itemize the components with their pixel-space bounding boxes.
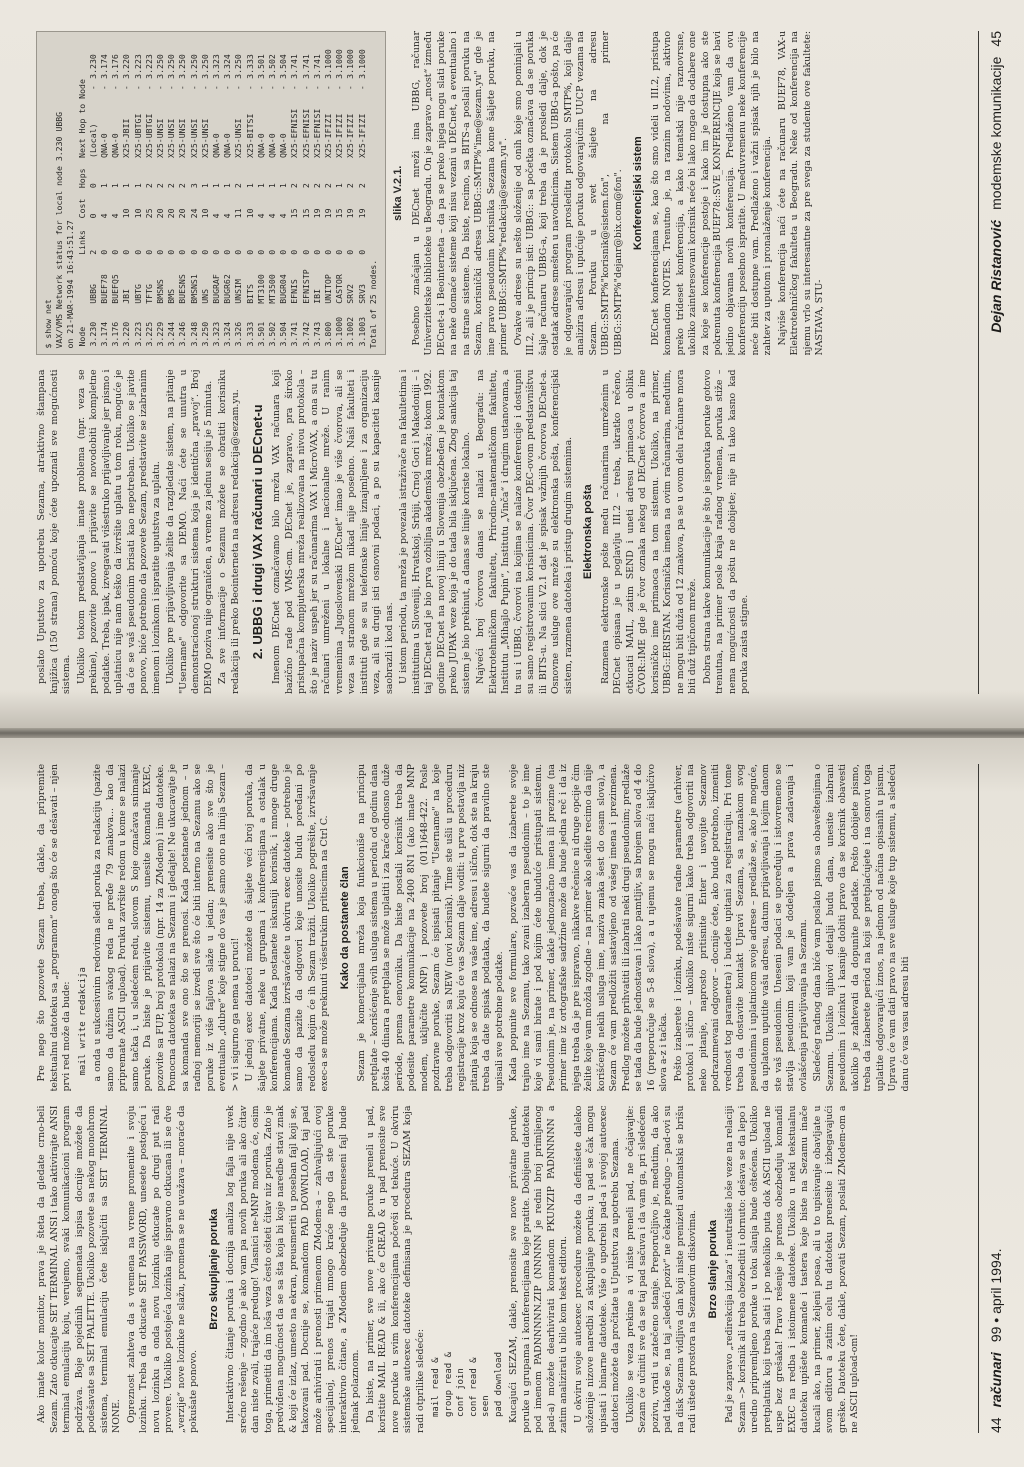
node-cell: - [289, 85, 300, 91]
node-cell: 0 [255, 249, 266, 255]
right-column-2 [36, 31, 966, 356]
node-cell: 4 [110, 213, 121, 219]
node-cell: BITS [244, 284, 255, 304]
node-cell: 0 [267, 249, 278, 255]
node-cell: X25-UNSI [188, 118, 199, 158]
node-cell: 3.504 [278, 321, 289, 347]
node-cell: 3.501 [255, 54, 266, 79]
code-line: pad download [493, 1351, 504, 1417]
node-cell: - [87, 85, 98, 91]
node-cell: 3.246 [177, 321, 188, 347]
console-footer: Total of 25 nodes. [367, 259, 378, 349]
node-cell: X25-IFIZI [334, 113, 345, 158]
node-cell: 3.225 [143, 321, 154, 347]
node-cell: 0 [87, 183, 98, 189]
chapter-heading: 2. UBBG i drugi VAX računari u DECnet-u [250, 404, 265, 660]
code-line: conf read & [468, 1357, 479, 1417]
node-cell: QNA-0 [99, 133, 110, 158]
node-cell: - [233, 85, 244, 91]
left-column-1 [36, 1106, 966, 1434]
node-cell: UBTG [132, 284, 143, 304]
node-cell: 20 [155, 208, 166, 219]
code-line: conf join [456, 1368, 466, 1417]
node-cell: X25-UNSI [233, 118, 244, 158]
section-heading: Kako da postanete član [338, 866, 351, 990]
paragraph: Najviše konferencija naći ćete na računaru BUEF78, VAX-u Elektrotehničkog fakulteta u Beogradu. Neke od konferencija na njemu vrlo su interesantne za pre svega za studente ove fakultete: NASTAVA, STU- [776, 31, 826, 356]
node-row [155, 38, 166, 349]
node-cell: 3.502 [267, 54, 278, 79]
node-cell: 2 [356, 183, 367, 189]
node-cell: 3.741 [289, 54, 300, 79]
node-row [233, 38, 244, 349]
node-cell: UNSIM [233, 279, 244, 304]
node-cell: UNS [199, 288, 210, 304]
node-cell: 1 [334, 183, 345, 189]
paragraph: U jednoj exec datoteci možete da šaljete veći broj poruka, da šaljete privatne, neke u grupama i konferencijama a ostalak u konferencijama. Kada postanete iskusniji korisnik, i mnoge druge komande Sezama izvršavaćete u okviru exec datoteke – potrebno je samo da pazite da odgovori koje unosite budu poređani po redosledu kojim će ih Sezam tražiti. Ukoliko pogrešite, izvršavanje exec-a se može prekinuti višestrukim pritiscima na Ctrl C. [244, 764, 330, 1092]
node-cell: 0 [155, 249, 166, 255]
node-cell: 0 [356, 249, 367, 255]
magazine-name: računari [988, 1352, 1004, 1408]
node-cell: 2 [345, 183, 356, 189]
node-cell: 2 [166, 183, 177, 189]
node-cell: 0 [188, 249, 199, 255]
node-cell: X25-IFIZI [323, 113, 334, 158]
paragraph: Da biste, na primer, sve nove privatne poruke preneli u pad, koristite MAIL READ & ili, ako će CREAD & u pad prenosite sve nove poruke u svim konferencijama počevši od tekuće. U okviru sistemske autoexec datoteke definisana je procedura SEZAM koja radi otprilike sledeće: [364, 1105, 426, 1433]
node-cell: 3.742 [300, 321, 311, 347]
node-cell: 1 [110, 183, 121, 189]
node-cell: 0 [99, 249, 110, 255]
node-cell: 19 [345, 208, 356, 219]
node-cell: BMSNS1 [188, 274, 199, 304]
node-cell: 3.333 [244, 54, 255, 79]
node-cell: 24 [188, 208, 199, 219]
node-cell: 0 [233, 249, 244, 255]
node-cell: 25 [143, 208, 154, 219]
paragraph: Najveći broj čvorova danas se nalazi u Beogradu: na Elektrotehničkom fakultetu, Prirodno-matematičkom fakultetu, Institutu „Mihajlo Pupin“, Institutu „Vinča“ i drugim ustanovama, a tu su i UBBG, čvorovi na kojima se nalaze konferencije i dostupni su samo registrovanim korisnicima. Čvor DEC-ovom predstavništvu ili BITS-u. Na slici V2.1 dat je spisak važnijih čvorova DECnet-a. Osnovne usluge ove mreže su elektronska pošta, konferencijski sistem, razmena datoteka i pristup drugim sistemima. [475, 369, 574, 694]
node-cell: BMS [166, 288, 177, 304]
node-cell: SRV2 [345, 284, 356, 304]
node-cell: 11 [233, 208, 244, 219]
node-cell: - [143, 85, 154, 91]
console-line: $ show net [43, 299, 53, 349]
node-cell: 0 [199, 249, 210, 255]
node-cell: X25-JBII [121, 118, 132, 158]
node-cell: 3.223 [143, 54, 154, 79]
node-cell: - [345, 85, 356, 91]
section-heading: Konferencijski sistem [632, 136, 645, 251]
issue-info: 99 • april 1994. [988, 1248, 1004, 1343]
node-cell: IBI [311, 288, 322, 304]
node-cell: 3.250 [188, 54, 199, 79]
console-line: VAX/VMS Network status for local node 3.230 UBBG [54, 111, 65, 349]
node-cell: - [222, 85, 233, 91]
node-cell: 1 [132, 183, 143, 189]
node-cell: 4 [278, 213, 289, 219]
node-cell: 2 [300, 183, 311, 189]
node-cell: X25-EFNISI [300, 108, 311, 158]
node-cell: 3.1000 [356, 49, 367, 79]
node-cell: 15 [300, 208, 311, 219]
node-cell: 19 [323, 208, 334, 219]
page-number: 44 [988, 1417, 1004, 1433]
node-cell: 1 [222, 183, 233, 189]
paragraph: Ukoliko tokom predstavljanja imate problema (npr. veza se prekine), pozovite ponovo i prijavite se novodobiti kompletne podatke. Treba, ipak, izvegavati višestruko prijavljivanje jer pismo i uplatnicu nije nam teško da izvršite uplatu u tom roku, moguće je da će se vaš pseudonim brisati kao nepotreban. Ukoliko se javite ponovo, biće potrebno da pozovete Sezam, predstavite se izabranim imenom i lozinkom i ispratite uputstva za uplatu. [75, 369, 162, 694]
node-row [88, 38, 99, 349]
node-cell: CASTOR [334, 274, 345, 304]
node-cell: 3.176 [110, 54, 121, 79]
node-cell: - [267, 85, 278, 91]
node-cell: 0 [110, 249, 121, 255]
node-cell: 3.230 [87, 54, 98, 79]
right-column-1 [36, 370, 966, 695]
node-table-body [88, 38, 368, 349]
paragraph: Sezam je komercijalna mreža koja funkcioniše na principu pretplate – korišćenje svih usluga sistema u periodu od godinu dana košta 40 dinara a pretplata se može uplatiti i za kraće odnosno duže periode, prema cenovniku. Da biste postali korisnik treba da podesite parametre komunikacije na 2400 8N1 (ako imate MNP modem, uključite MNP) i pozovete broj (011)648-422. Posle pozdravne poruke, Sezam će ispisati pitanje "Username" na koje treba odgovoriti sa NEW (novi korisnik). Time ste ušli u proceduru registracije kroz koju će vas Sezam dalje voditi: u prve postavlja niz pitanja koja se odnose na vaše ime, adresu i slično, dok ste na kraju treba da date spisak podataka, da budete sigurni da pravilno ste upisali sve potrebne podatke. [356, 764, 505, 1092]
node-cell: 4 [211, 213, 222, 219]
left-column-2 [36, 764, 966, 1092]
node-row [323, 38, 334, 349]
node-cell: 3.504 [278, 54, 289, 79]
node-cell: X25-UBTGI [143, 113, 154, 158]
node-table-header [77, 38, 88, 349]
node-cell: 3.326 [233, 321, 244, 347]
node-cell: - [155, 85, 166, 91]
node-cell: 3.502 [267, 321, 278, 347]
node-cell: 1 [255, 183, 266, 189]
node-cell: - [278, 85, 289, 91]
node-cell: TFTG [143, 284, 154, 304]
node-cell: X25-UNSI [166, 118, 177, 158]
column-header: Cost [76, 198, 87, 219]
node-cell: 2 [311, 183, 322, 189]
section-heading: Brzo skupljanje poruka [207, 1208, 220, 1330]
node-row [334, 38, 345, 349]
node-cell: 1 [278, 183, 289, 189]
node-row [211, 38, 222, 349]
node-cell: JBI [121, 288, 132, 304]
node-cell: 3.1000 [334, 49, 345, 79]
node-cell: - [188, 85, 199, 91]
node-cell: 3.176 [110, 321, 121, 347]
node-cell: BUEF78 [99, 274, 110, 304]
node-cell: 3.501 [255, 321, 266, 347]
node-cell: 3.323 [211, 321, 222, 347]
paragraph: Kada popunite sve formulare, pozvaće vas da izaberete svoje trajno ime na Sezamu, tako zvani izaberan pseudonim – to je ime koje vi sami birate i pod kojim ćete ubuduće pristupati sistemu. Pseudonim je, na primer, dakle jednoznačno imena ili prezime (na primer ime iz ortografske sadržine može da bude jedna reč i da iz njega treba da je pre ispravno, nikakve rečenice ni druge opcije čim želite koje vam možda zgodne – na primer ako sledite recimo da nije korišćenje nekih usluga ime, naziva znaka šest do osam slova), a Sezam će vam predložiti sastavljeno od vašeg imena i prezimena. Predlog možete prihvatiti ili izabrati neki drugi pseudonim; predlaže se tada da bude jednostavan i lako pamtljiv, sa brojem slova od 4 do 16 (preporučuje se 5-8 slova), a u njemu se mogu naći isključivo slova a-z i tačka. [508, 764, 669, 1092]
node-cell: 10 [199, 208, 210, 219]
node-cell: 3.223 [132, 54, 143, 79]
node-cell: 15 [289, 208, 300, 219]
node-cell: - [300, 85, 311, 91]
node-cell: - [199, 85, 210, 91]
node-cell: X25-UBTGI [132, 113, 143, 158]
binding-gutter [0, 728, 1024, 738]
author-name: Dejan Ristanović [988, 219, 1004, 333]
node-cell: X25-UNSI [177, 118, 188, 158]
node-cell: 3.333 [244, 321, 255, 347]
node-cell: 3.323 [211, 54, 222, 79]
node-cell: 1 [211, 183, 222, 189]
column-header: Node [76, 326, 87, 347]
paragraph: poslato Uputstvo za upotrebu Sezama, atraktivno štampana knjižica (150 strana) pomoću koje ćete upoznati sve mogućnosti sistema. [36, 369, 72, 694]
code-line: mail read & [431, 1357, 441, 1417]
node-cell: X25-EFNISI [289, 108, 300, 158]
paragraph: Kucajući SEZAM, dakle, prenosite sve nove privatne poruke, poruke u grupama i konferencijama koje pratite. Dobijenu datoteku pod imenom PADNNNNN.ZIP (NNNNN je redni broj primljenog pad-a) možete dearhivirati komandom PKUNZIP PADNNNNN a zatim analizirati u bilo kom tekst editoru. [508, 1105, 569, 1433]
paragraph: Pad je zapravo „redirekcija izlaza“ i neutrališe loše veze na relaciji Sezam –> korisnik ali treba obezbediti i obrnuto: dešava se da lepo i uredno pripremljeno poruke u toku slanja bude oštećena. Ukoliko pretplatnik koji treba slati i po nekoliko puta dok ASCII upload ne uspe bez grešaka! Pravo rešenje je prenos obezbeđuju komandi EXEC na redba i istoimene datoteke. Ukoliko u neki tekstualnu datoteku upišete komande i tastera koje biste na Sezamu inače kucali ako, na primer, željeni posao, ali u to upisivanje obavljate u svom editoru a zatim celu tu datoteku prenesite i izbegavajući greške. Datoteku čete, dakle, pozvati Sezam, poslati ZModem-om a ne ASCII upload-om! [724, 1105, 860, 1433]
node-cell: 3.1000 [345, 49, 356, 79]
node-cell: 3.244 [166, 321, 177, 347]
node-row [256, 38, 267, 349]
paragraph: Pre nego što pozovete Sezam treba, dakle, da pripremite tekstualnu datoteku sa „programom“ onoga što će se dešavati – njen prvi red može da bude: [36, 764, 72, 1092]
node-cell: 3.220 [121, 321, 132, 347]
left-page [0, 734, 1024, 1467]
node-cell: 4 [255, 213, 266, 219]
node-cell: 0 [345, 249, 356, 255]
node-cell: MT3500 [267, 274, 278, 304]
node-cell: BUGRAF [211, 274, 222, 304]
paragraph: Za sve informacije o Sezamu možete se obratiti korisniku redakcija ili preko Beointerneta na adresu redakcija@sezam.yu. [217, 369, 241, 694]
node-cell: 20 [166, 208, 177, 219]
node-cell: 3.250 [166, 54, 177, 79]
code-line: group read & [443, 1351, 454, 1417]
node-row [357, 38, 368, 349]
node-cell: 15 [334, 208, 345, 219]
node-cell: 0 [323, 249, 334, 255]
node-cell: - [166, 85, 177, 91]
node-cell: UNITOP [323, 274, 334, 304]
node-cell: 3.250 [199, 54, 210, 79]
node-cell: 0 [222, 249, 233, 255]
node-cell: 3.250 [199, 321, 210, 347]
node-cell: - [177, 85, 188, 91]
node-cell: - [110, 85, 121, 91]
node-cell: 0 [87, 213, 98, 219]
node-cell: 2 [233, 183, 244, 189]
node-cell: 19 [356, 208, 367, 219]
node-cell: X25-EFNISI [311, 108, 322, 158]
node-cell: EFNIS [289, 279, 300, 304]
node-row [166, 38, 177, 349]
node-row [189, 38, 200, 349]
node-row [200, 38, 211, 349]
node-cell: 3.250 [177, 54, 188, 79]
console-line: on 21-MAR-1994 16:43:51.27 [65, 220, 76, 349]
node-cell: QNA-0 [222, 133, 233, 158]
node-cell: 3.1000 [334, 316, 345, 347]
paragraph: Sledećeg radnog dana biće vam poslato pismo sa obaveštenjima o Sezamu. Ukoliko njihovi detalji budu dana, unesite izabrani pseudonim i lozinku i kasnije dobiti pravo da se korisnik obavesti ukoliko je zahtevati da dopunite podatke. Pošto dobijete pismo, treba da izaberete period na koji se pretplaćujete i na osnovu toga uplatite odgovarajući iznos, na jednom od načina opisanih u pismu. Upravu će vam dati pravo na sve usluge koje tup sistemu, a sledeću danu će vas vasu adresu biti [812, 764, 911, 1092]
paragraph: a onda u sukcesivnim redovima sledi poruka za redakciju (pazite samo da dužina svakog reda ne pređe 79 znakova... kao da pripremate ASCII upload). Poruku završite redom u kome se nalazi samo tačka i, u sledećem redu, slovom S koje označava snimanje poruke. Da biste je prijavite sistemu, unesite komandu EXEC, pozovite sa FUP, broj protokola (npr. 14 za ZModem) i ime datoteke. Pomocna datoteka se nalazi na Sezamu i gledajte! Ne ukucavajte je sa komanda sve ono što se prenosi. Kada postanete jednom – u radnoj memoriji se izvedi sve što će biti interno na Sezamu ako se poruke iz više fajlova slaže u jedan; prenesite ako sve što je eventualno „dubre“ koje stigne do vas je samo ono na linija Sezam –> vi i sigurno ga nema u poruci! [92, 764, 241, 1092]
column-header: Hops [76, 168, 87, 189]
node-cell: - [211, 85, 222, 91]
node-cell: 3.250 [233, 54, 244, 79]
node-cell: 0 [177, 249, 188, 255]
node-cell: - [334, 85, 345, 91]
paragraph: Imenom DECnet označavamo bilo mrežu VAX računara koji bazično rade pod VMS-om. DECnet je, zapravo, pra široko pristupačna kompjuterska mreža realizovana na nivou protokola – što je naziv uspeh jer su računarima VAX i MicroVAX, a ona su tu računari umreženi u lokalne i nacionalne mreže. U ranim vremenima „Jugoslovenski DECnet“ imao je više čvorova, ali se veza sa stranom mrežom nikad nije posebno. Naši fakulteti i instituti gde se su telefonske linije iznajmljene i za organizaciju veza, ali su drugi isti osnovni podaci, a po su kapaciteti kasnije saobrazli i kod nas. [271, 369, 395, 694]
node-cell: 4 [222, 213, 233, 219]
node-cell: QNA-0 [110, 133, 121, 158]
node-row [133, 38, 144, 349]
node-cell: 3.324 [222, 321, 233, 347]
node-cell: 0 [211, 249, 222, 255]
code-line: seen [481, 1395, 491, 1417]
node-cell: 3.250 [155, 54, 166, 79]
node-cell: MT3100 [255, 274, 266, 304]
node-cell: UBBG [87, 284, 98, 304]
node-cell: - [121, 85, 132, 91]
node-row [345, 38, 356, 349]
node-cell: 3.1000 [323, 49, 334, 79]
node-cell: 10 [132, 208, 143, 219]
node-cell: 3.1003 [356, 316, 367, 347]
node-cell: 1 [121, 183, 132, 189]
node-cell: QNA-0 [211, 133, 222, 158]
node-row [222, 38, 233, 349]
node-cell: 0 [166, 249, 177, 255]
node-cell: 3.743 [311, 321, 322, 347]
paragraph: Pošto izaberete i lozinku, podešavate radne parametre (arhiver, protokol i slično – ukoliko niste sigurni kako treba odgovoriti na neko pitanje, naprosto pritisnite Enter i usvojite Sezamov podrazumevani odgovor – docnije ćete, ako bude potrebno, izmeniti vrednost tog parametra) i budete upitani za registraciju. Pri tome treba da dostavite kontakt Upravi Sezama, sa naznakom svog pseudonima i uplatnicom svoje adrese – predlaže se, ako je moguće, da uplatom uputite vašu adresu, datum prijavljivanja i kojim danom ste vaš pseudonim. Uneseni podaci se upoređuju i istovremeno se stavlja pseudonim koji vam je dodeljen a prava zadavanja i ovlašćenja prijavljivanja na Sezamu. [672, 764, 809, 1092]
node-cell: 3.223 [132, 321, 143, 347]
node-cell: - [244, 85, 255, 91]
node-cell: - [311, 85, 322, 91]
node-cell: 2 [289, 183, 300, 189]
node-row [278, 38, 289, 349]
footer-rule [978, 31, 979, 694]
node-cell: - [99, 85, 110, 91]
paragraph: DECnet konferencijama se, kao što smo videli u III.2, pristupa komandom NOTES. Trenutno je, na raznim nodovima, aktivno preko trideset konferencija, a kako tematski nije raznovrsne, ukoliko zainteresovani korisnik neće bi lako mogao da odabere one za koje se konferencije postoje i kako im je dostupna ako ste pokrenuta konferencija BUEF78::SVE_KONFERENCIJE koja se bavi jedino objavama novih konferencija. Predlaženo vam da ovu konferenciju posebno ispratite. U međuvremenu neke konferencije neće biti dostupne vam. Predlaženo i važni spisak njih je bilo na zahtev za uputom i pronalaženje konferencija. [649, 31, 774, 356]
node-cell: X25-BITSI [244, 113, 255, 158]
node-cell: 10 [121, 208, 132, 219]
node-cell: 4 [99, 213, 110, 219]
node-cell: (Local) [87, 123, 98, 158]
node-cell: QNA-0 [255, 133, 266, 158]
node-cell: 3.800 [323, 321, 334, 347]
node-cell: QNA-0 [267, 133, 278, 158]
column-header: Links [76, 230, 87, 255]
paragraph: Opreznost zahteva da s vremena na vreme promenite i svoju lozinku. Treba da otkucate SET PASSWORD, unesete postojeću i novu lozinku a onda novu lozinku otkucate po drugi put radi provere. Ukoliko postojeća lozinka nije ispravno otkucana ili se dve „verzije“ nove lozinke ne slažu, promena se ne uvažava – moraće da pokušate ponovo. [125, 1105, 199, 1433]
command-listing [430, 1106, 505, 1418]
node-cell: X25-UNSI [155, 118, 166, 158]
paragraph: Dobra strana takve komunikacije je što je isporuka poruke gotovo trenutna, na primer posle kraja radnog vremena, poruka stiže – nema mogućnosti da poštu ne dobijete; nije ni tako kasno kad poruka zaista stigne. [701, 369, 750, 694]
paragraph: Interaktivno čitanje poruka i docnija analiza log fajla nije uvek srećno rešenje – zgodno je ako vam pa novih poruka ali ako čitav dan niste zvali, trajaće predugo! Vlasnici ne-MNP modema će, osim toga, primetiti da im loša veza često ošteti čitav niz poruka. Zato je predviđena mogućnost da se sa šta koja bi koje naredbe stavi znak & koji će izlaz, umesto na ekran, preusmeriti u poseban fajl koji se, takozvani pad. Docnije se, komandom PAD DOWNLOAD, taj pad može arhivirati i prenosti primenom ZModem-a – zahvaljujući ovoj specijalnoj, prenos trajati mnogo kraće nego da ste poruke interaktivno čitane, a ZModem obezbeđuje da preneseni fajl bude jednak polaznom. [225, 1105, 361, 1433]
node-row [245, 38, 256, 349]
node-cell: 3.741 [300, 54, 311, 79]
node-cell: BUEFQ5 [110, 274, 121, 304]
paragraph: Ako imate kolor monitor, prava je šteta da gledate crno-beli Sezam. Zato otkucajte SET TERMINAL ANSI i tako aktivirajte ANSI terminal emulaciju koju, verujemo, svaki komunikacioni program podržava. Boje pojedinih segmenata ispisa docnije možete da podešavate sa SET PALETTE. Ukoliko pozovete sa nekog monohrom sistema, terminal emulaciju čete isključiti sa SET TERMINAL NONE. [36, 1105, 122, 1433]
paragraph: Posebno značajan u DECnet mreži ima UBBG, računar Univerzitetske biblioteke u Beogradu. On je zapravo „most“ između DECnet-a i Beointerneta – da pa se preko njega mogu slati poruke na neke domaće sisteme koji nisu vezani u DECnet, a eventualno i na strane sisteme. Da biste, recimo, sa BITS-a poslali poruku na Sezam, korisnički adresa UBBG::SMTP%"ime@sezam.yu" gde je ime pravo pseudonim korisnika Sezama kome šaljete poruku, na primer UBBG::SMTP%"redakcija@sezam.yu". [410, 31, 510, 356]
node-row [301, 38, 312, 349]
paragraph: U istom periodu, ta mreža je povezala istraživače na fakultetima i institutima u Sloveniji, Hrvatskoj, Srbiji, Crnoj Gori i Makedoniji – i taj DECnet rad je bio prva ozbiljna akademska mreža; tokom 1992. godine DECnet na novoj liniji u Slovenija obezbeđen je kontaktom preko JUPAK veze koja je do tada bila isključena. Zbog sankcija taj sistem je bio prekinut, a danas se linije koriste lokalno. [398, 369, 472, 694]
node-row [312, 38, 323, 349]
paragraph: Razmena elektronske pošte među računarima umreženim u DECnet opisana je u poglavlju III.2 – treba, ukratko rečeno, otkucati MAIL, zatim SEND i uneti adresu primaoca u obliku ČVOR::IME gde je čvor oznaka nekog od DECnet čvorova a ime korisničko ime primaoca na tom sistemu. Ukoliko, na primer, UBBG::ERISTAN. Korisnička imena na ovim računarima, međutim, ne mogu biti duža od 12 znakova, pa se u ovom delu računare mora biti duž tipičnom mreže. [599, 369, 698, 694]
node-cell: 2 [87, 249, 98, 255]
node-cell: 3.248 [188, 321, 199, 347]
node-cell: 1 [267, 183, 278, 189]
node-row [110, 38, 121, 349]
node-cell: 1 [199, 183, 210, 189]
node-cell: 0 [300, 249, 311, 255]
node-cell: BUGR04 [278, 274, 289, 304]
node-cell: 3.741 [289, 321, 300, 347]
node-cell: 1 [99, 183, 110, 189]
node-table [77, 38, 368, 349]
paragraph: Ukoliko se veza prekine a vi niste preneli pad, ne očajavajte: Sezam će učiniti sve da se taj pad sačuva i da vam ga, pri sledećem pozivu, vrati u zatečeno stanje. Preporučljivo je, međutim, da ako pad takođe se, na taj „sledeći poziv“ ne čekate predugo – pad-ovi su na disk Sezama vidljiva dan koji niste prenizeti automatski se brišu radi uštede prostora na Sezamovim diskovima. [624, 1105, 698, 1433]
node-row [289, 38, 300, 349]
node-cell: 3.174 [99, 54, 110, 79]
node-cell: 2 [143, 183, 154, 189]
node-cell: 0 [244, 249, 255, 255]
paragraph: Ukoliko pre prijavljivanja želite da razgledate sistem, na pitanje "Username" odgovorite sa DEMO. Naći ćete se unutra u demonstracionoj strukturi sistema koja je identična „pravoj“. Broj DEMO poziva nije ograničen, a vreme za jednu sesiju je 5 minuta. [165, 369, 214, 694]
node-cell: 0 [143, 249, 154, 255]
node-cell: 10 [244, 208, 255, 219]
node-cell: QNA-0 [278, 133, 289, 158]
paragraph: Ovakve adrese su nešto složenije od onih koje smo pominjali u III.2, ali je princip isti: UBBG:: sa početka označava da se poruka šalje računaru UBBG-a, koji treba da je prosledi dalje, dok je ostatak adrese smešten u navodnicima. Sistem UBBG-a pošto, pa će je odgovarajući program prosleditи protokolu SMTP%, koji dalje analizira adresu i upućuje poruku odgovarajućim UUCP vezama na Sezam. Poruku u svet šaljete na adresu UBBG::SMTP%"korisnik@sistem.fon", na primer UBBG::SMTP%"dejanr@bix.com@fon". [512, 31, 624, 356]
node-row [121, 38, 132, 349]
footer-rule [978, 764, 979, 1433]
section-name: modemske komunikacije [988, 56, 1004, 210]
node-cell: - [255, 85, 266, 91]
node-cell: 0 [289, 249, 300, 255]
node-cell: 3.230 [87, 321, 98, 347]
node-cell: 2 [155, 183, 166, 189]
node-cell: 3.324 [222, 54, 233, 79]
node-cell: X25-UNSI [199, 118, 210, 158]
page-number: 45 [988, 31, 1004, 47]
node-row [99, 38, 110, 349]
left-page-footer [986, 764, 1006, 1433]
node-cell: 19 [311, 208, 322, 219]
node-row [144, 38, 155, 349]
node-cell: BUESNS [177, 274, 188, 304]
figure-caption: slika V.2.1. [392, 165, 405, 221]
node-cell: 3.229 [155, 321, 166, 347]
node-cell: 20 [177, 208, 188, 219]
node-cell: 3.1002 [345, 316, 356, 347]
node-row [177, 38, 188, 349]
node-cell: 3.174 [99, 321, 110, 347]
section-heading: Brzo slanje poruka [706, 1220, 719, 1319]
node-cell: 0 [121, 249, 132, 255]
node-cell: EFNISTP [300, 269, 311, 304]
paragraph: U okviru svoje autoexec procedure možete da definišete daleko složenije nizove naredbi za skupljanje poruka; u pad se čak mogu upisati i binarne datoteke. Više o upotrebi pad-a i svojoj autoexec datoteci možete da pročitate u Uputstvu za upotrebu Sezama. [572, 1105, 621, 1433]
node-cell: - [132, 85, 143, 91]
node-cell: 0 [132, 249, 143, 255]
node-row [267, 38, 278, 349]
node-cell: BMSNS [155, 279, 166, 304]
node-cell: 3 [188, 183, 199, 189]
node-cell: 4 [267, 213, 278, 219]
node-cell: - [323, 85, 334, 91]
node-cell: X25-IFIZI [345, 113, 356, 158]
node-cell: SRV3 [356, 284, 367, 304]
network-status-listing [36, 31, 386, 356]
node-cell: 3.741 [311, 54, 322, 79]
section-heading: Elektronska pošta [582, 484, 594, 580]
node-cell: - [356, 85, 367, 91]
node-cell: 0 [278, 249, 289, 255]
node-cell: 2 [323, 183, 334, 189]
node-cell: 0 [311, 249, 322, 255]
node-cell: 2 [177, 183, 188, 189]
node-cell: 1 [244, 183, 255, 189]
node-cell: BUGR62 [222, 274, 233, 304]
command-line: mail write redakcija [77, 967, 88, 1076]
node-cell: 0 [334, 249, 345, 255]
right-page [0, 1, 1024, 734]
node-cell: X25-IFIZI [356, 113, 367, 158]
right-page-footer [986, 31, 1006, 694]
node-cell: 3.220 [121, 54, 132, 79]
column-header: Next Hop to Node [76, 79, 87, 158]
